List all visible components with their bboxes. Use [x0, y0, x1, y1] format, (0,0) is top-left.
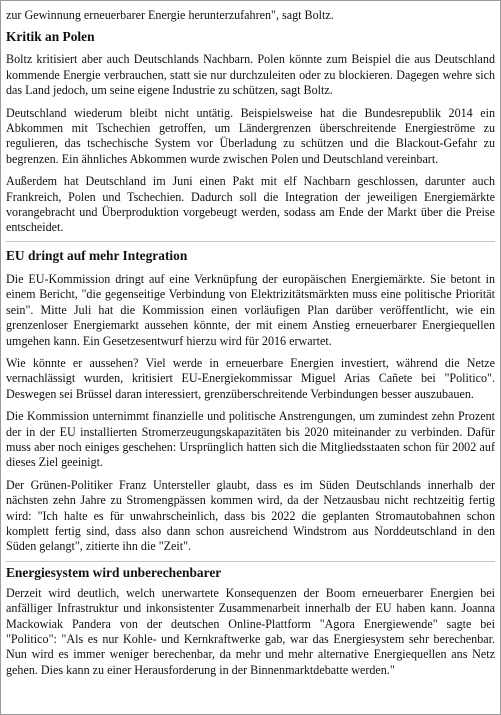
section-energiesystem: [6, 565, 495, 678]
body-paragraph: Derzeit wird deutlich, welch unerwartete Konsequenzen der Boom erneuerbarer Energien bei anfälliger Infrastruktur und inkonsistenter Zusammenarbeit innerhalb der EU haben kann. Joanna Mackowiak Pandera von der deutschen Online-Plattform "Agora Energiewende" sagte bei "Politico": "Als es nur Kohle- und Kernkraftwerke gab, war das Energiesystem sehr berechenbar. Nun wird es immer weniger berechenbar, da mehr und mehr alternative Energiequellen ans Netz gehen. Dies kann zu einer Herausforderung in der Binnenmarktdebatte werden.": [6, 585, 495, 677]
section-heading: Energiesystem wird unberechenbarer: [6, 564, 222, 580]
section-divider: [6, 241, 495, 242]
section-heading: Kritik an Polen: [6, 29, 95, 45]
body-paragraph: Boltz kritisiert aber auch Deutschlands Nachbarn. Polen könnte zum Beispiel die aus Deutschland kommende Energie verbrauchen, statt sie nur durchzuleiten oder zu blockieren. Dagegen wehre sich das Land jedoch, um seine eigene Industrie zu schützen, sagt Boltz.: [6, 52, 495, 98]
intro-paragraph: zur Gewinnung erneuerbarer Energie herunterzufahren", sagt Boltz.: [6, 8, 334, 22]
section-eu-integration: [6, 248, 495, 555]
body-paragraph: Die EU-Kommission dringt auf eine Verknüpfung der europäischen Energiemärkte. Sie betont in einem Bericht, "die gegenseitige Verbindung von Elektrizitätsmärkten muss eine politische Priorität sein". Mitte Juli hat die Kommission einen vorläufigen Plan darüber veröffentlicht, wie ein grenzenloser Energiemarkt aussehen könnte, der mit einem Anstieg erneuerbarer Energiequellen umgehen kann. Ein Gesetzesentwurf hierzu wird für 2016 erwartet.: [6, 271, 495, 348]
body-paragraph: Deutschland wiederum bleibt nicht untätig. Beispielsweise hat die Bundesrepublik 2014 ein Abkommen mit Tschechien getroffen, um Ländergrenzen überschreitende Energieströme zu regulieren, das tschechische System vor Überladung zu schützen und die Blackout-Gefahr zu begrenzen. Ein ähnliches Abkommen wurde zwischen Polen und Deutschland vereinbart.: [6, 105, 495, 166]
section-heading: EU dringt auf mehr Integration: [6, 247, 188, 263]
body-paragraph: Außerdem hat Deutschland im Juni einen Pakt mit elf Nachbarn geschlossen, darunter auch Frankreich, Polen und Tschechien. Dadurch soll die Integration der jeweiligen Energiemärkte vorangebracht und Überproduktion vorgebeugt werden, sodass am Ende der Markt über die Preise entscheidet.: [6, 174, 495, 235]
body-paragraph: Der Grünen-Politiker Franz Untersteller glaubt, dass es im Süden Deutschlands innerhalb der nächsten zehn Jahre zu Stromengpässen kommen wird, da der Netzausbau nicht rechtzeitig fertig wird: "Ich halte es für unwahrscheinlich, dass bis 2022 die geplanten Stromautobahnen schon komplett fertig sind, dass also dann schon ausreichend Windstrom aus Norddeutschland in den Süden gelangt", zitierte ihn die "Zeit".: [6, 477, 495, 554]
body-paragraph: Die Kommission unternimmt finanzielle und politische Anstrengungen, um zumindest zehn Prozent der in der EU installierten Stromerzeugungskapazitäten bis 2020 miteinander zu verbinden. Dafür muss aber noch einiges geschehen: Ursprünglich hatten sich die Mitgliedsstaaten schon für 2002 auf dieses Ziel geeinigt.: [6, 409, 495, 470]
body-paragraph: Wie könnte er aussehen? Viel werde in erneuerbare Energien investiert, während die Netze vernachlässigt wurden, kritisiert EU-Energiekommissar Miguel Arias Cañete bei "Politico". Deswegen sei Brüssel daran interessiert, grenzüberschreitende Verbindungen besser auszubauen.: [6, 355, 495, 401]
section-divider: [6, 561, 495, 562]
section-kritik-an-polen: [6, 29, 495, 235]
